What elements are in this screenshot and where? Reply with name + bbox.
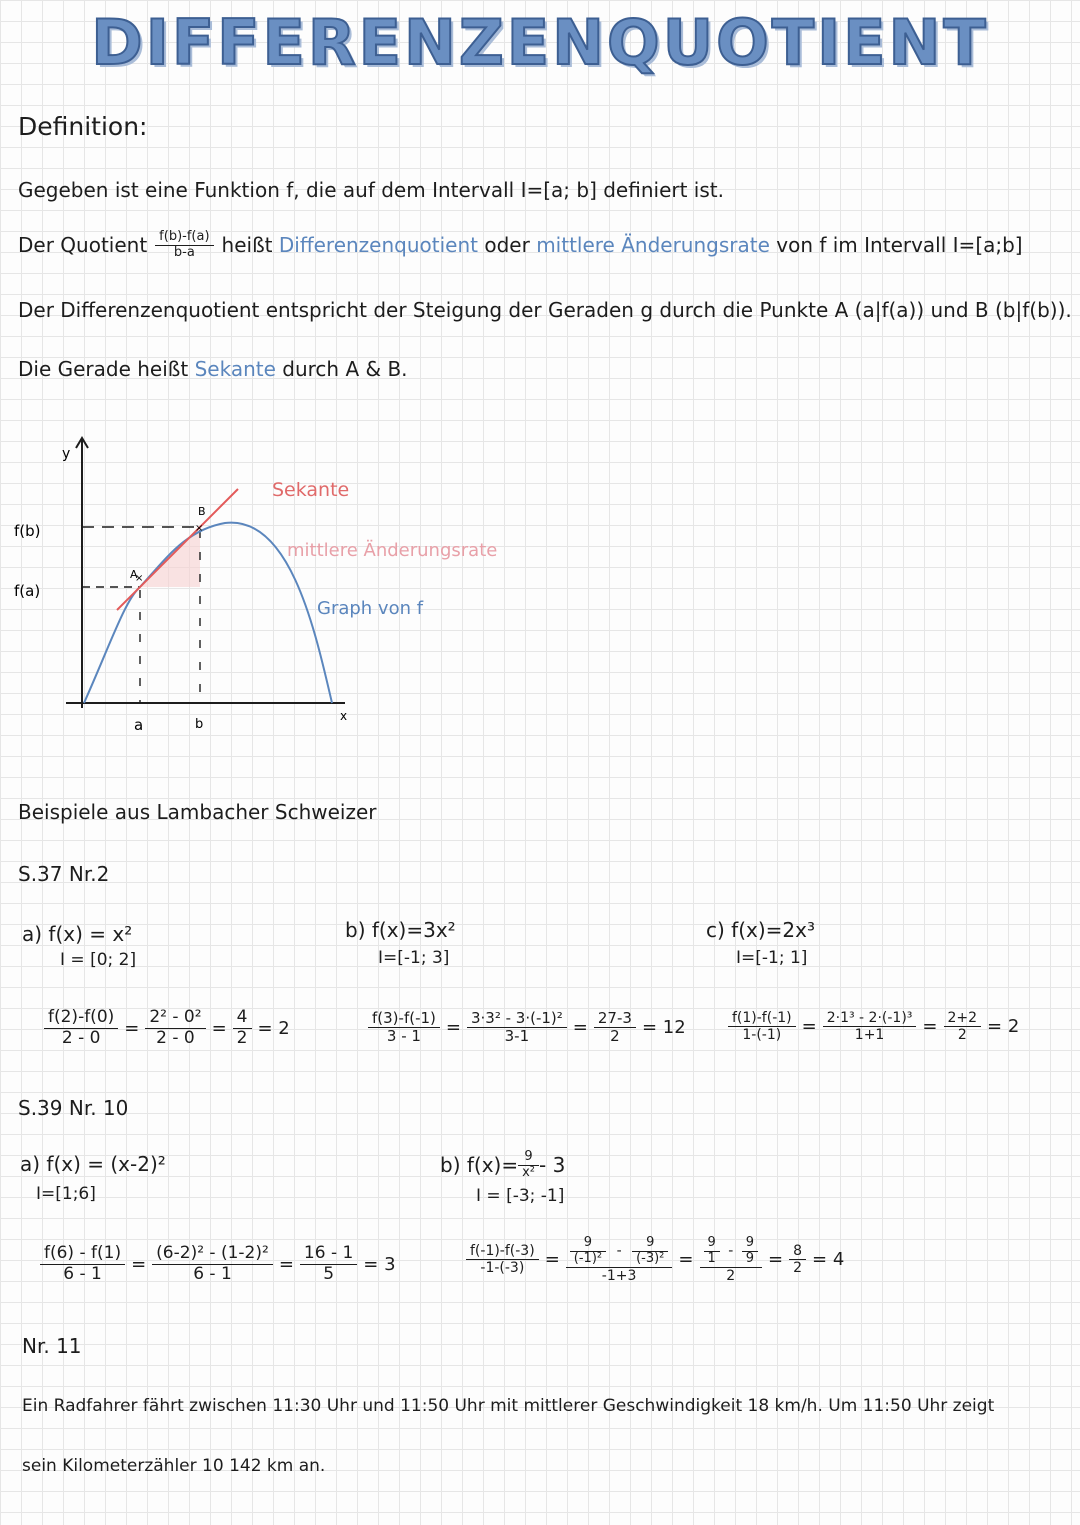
- definition-line-2: [18, 230, 1023, 261]
- point-a-cross: ×: [135, 573, 144, 584]
- example-e-result: = 4: [812, 1249, 845, 1271]
- quotient-suffix: von f im Intervall I=[a;b]: [776, 233, 1023, 258]
- point-b-cross: ×: [195, 523, 204, 534]
- term-sekante: Sekante: [194, 357, 276, 381]
- example-a-frac-3: $\frac{4}{2}$: [233, 1008, 252, 1048]
- example-c-calc: $\frac{f(1)-f(-1)}{1-(-1)}$ = $\frac{\text{2·1³ - 2·(-1)³}}{1+1}$ = $\frac{2+2}{2}$ = 2: [728, 1010, 1025, 1043]
- fraction-numerator: f(b)-f(a): [155, 230, 213, 246]
- fraction-denominator: b-a: [173, 244, 195, 260]
- example-d-calc: $\frac{f(6) - f(1)}{6 - 1}$ = $\frac{\text{(6-2)² - (1-2)²}}{6 - 1}$ = $\frac{16 - 1}{5}$ = 3: [40, 1244, 402, 1284]
- point-b-label: B: [198, 505, 206, 518]
- rate-caption: mittlere Änderungsrate: [287, 540, 498, 561]
- example-c-frac-2: $\frac{\text{2·1³ - 2·(-1)³}}{1+1}$: [823, 1010, 917, 1043]
- example-c-label: c) f(x)=2x³: [706, 918, 815, 942]
- example-b-calc: $\frac{f(3)-f(-1)}{3 - 1}$ = $\frac{\text{3·3² - 3·(-1)²}}{3-1}$ = $\frac{27-3}{2}$ = 12: [368, 1010, 692, 1046]
- example-b-label: b) f(x)=3x²: [345, 918, 456, 942]
- quotient-mid: heißt: [221, 233, 273, 258]
- example-a-calc: $\frac{f(2)-f(0)}{2 - 0}$ = $\frac{\text{2² - 0²}}{2 - 0}$ = $\frac{4}{2}$ = 2: [44, 1008, 296, 1048]
- definition-line-4: [18, 357, 408, 381]
- secant-suffix: durch A & B.: [282, 357, 408, 381]
- tick-b-label: b: [195, 717, 204, 732]
- examples-heading: Beispiele aus Lambacher Schweizer: [18, 800, 377, 824]
- example-a-interval: I = [0; 2]: [60, 950, 137, 970]
- example-b-interval: I=[-1; 3]: [378, 948, 450, 968]
- example-c-result: = 2: [987, 1016, 1020, 1038]
- secant-diagram: [0, 430, 520, 750]
- example-e-frac-1: $\frac{f(-1)-f(-3)}{-1-(-3)}$: [466, 1243, 539, 1276]
- example-d-frac-2: $\frac{\text{(6-2)² - (1-2)²}}{6 - 1}$: [152, 1244, 273, 1284]
- example-d-label: a) f(x) = (x-2)²: [20, 1152, 166, 1176]
- example-e-label: [440, 1150, 565, 1181]
- example-b-result: = 12: [641, 1017, 686, 1039]
- definition-line-1: Gegeben ist eine Funktion f, die auf dem Intervall I=[a; b] definiert ist.: [18, 178, 724, 202]
- quotient-or: oder: [484, 233, 530, 258]
- example-d-frac-3: $\frac{16 - 1}{5}$: [300, 1244, 357, 1284]
- example-e-frac-4: $\frac{8}{2}$: [789, 1243, 806, 1276]
- fa-label: f(a): [14, 582, 41, 600]
- difference-quotient-fraction: [155, 230, 213, 261]
- definition-line-3: Der Differenzenquotient entspricht der Steigung der Geraden g durch die Punkte A (a|f(a)) und B (b|f(b)).: [18, 298, 1072, 322]
- example-d-frac-1: $\frac{f(6) - f(1)}{6 - 1}$: [40, 1244, 125, 1284]
- example-e-frac-2: $\frac{9}{\text{(-1)²}}$ - $\frac{9}{\text{(-3)²}}$ -1+3: [566, 1236, 673, 1284]
- term-mittlere-aenderungsrate: mittlere Änderungsrate: [536, 233, 770, 258]
- example-e-label-suffix: - 3: [539, 1153, 566, 1178]
- example-d-result: = 3: [363, 1253, 396, 1275]
- example-e-frac-3: $\frac{9}{1}$ - $\frac{9}{9}$ 2: [700, 1236, 763, 1284]
- example-a-label: a) f(x) = x²: [22, 922, 133, 946]
- example-e-label-frac: $\frac{9}{\text{x²}}$: [518, 1150, 539, 1181]
- example-c-frac-3: $\frac{2+2}{2}$: [944, 1010, 982, 1043]
- secant-caption: Sekante: [272, 479, 350, 501]
- page-ref-1: S.37 Nr.2: [18, 862, 110, 886]
- fb-label: f(b): [14, 522, 41, 540]
- quotient-prefix: Der Quotient: [18, 233, 148, 258]
- example-e-label-prefix: b) f(x)=: [440, 1153, 519, 1178]
- nr11-text-line-2: sein Kilometerzähler 10 142 km an.: [22, 1456, 326, 1476]
- definition-heading: Definition:: [18, 112, 148, 141]
- page-ref-2: S.39 Nr. 10: [18, 1096, 129, 1120]
- example-c-interval: I=[-1; 1]: [736, 948, 808, 968]
- example-e-calc: $\frac{f(-1)-f(-3)}{-1-(-3)}$ = $\frac{9}{\text{(-1)²}}$ - $\frac{9}{\text{(-3)²}}$ -1+3 = $\frac{9}{1}$ - $\frac{9}{9}$ 2 = $\frac{8}{2}$ = 4: [466, 1236, 850, 1284]
- example-b-frac-1: $\frac{f(3)-f(-1)}{3 - 1}$: [368, 1010, 440, 1046]
- example-a-frac-2: $\frac{\text{2² - 0²}}{2 - 0}$: [145, 1008, 205, 1048]
- example-d-interval: I=[1;6]: [36, 1184, 96, 1204]
- example-e-interval: I = [-3; -1]: [476, 1186, 565, 1206]
- example-c-frac-1: $\frac{f(1)-f(-1)}{1-(-1)}$: [728, 1010, 796, 1043]
- x-axis-label: x: [340, 709, 348, 723]
- nr11-text-line-1: Ein Radfahrer fährt zwischen 11:30 Uhr und 11:50 Uhr mit mittlerer Geschwindigkeit 18 km/h. Um 11:50 Uhr zeigt: [22, 1396, 995, 1416]
- point-a-label: A: [130, 568, 138, 581]
- example-b-frac-3: $\frac{27-3}{2}$: [594, 1010, 636, 1046]
- term-differenzenquotient: Differenzenquotient: [278, 233, 478, 258]
- example-a-frac-1: $\frac{f(2)-f(0)}{2 - 0}$: [44, 1008, 118, 1048]
- nr11-heading: Nr. 11: [22, 1334, 82, 1358]
- example-b-frac-2: $\frac{\text{3·3² - 3·(-1)²}}{3-1}$: [467, 1010, 567, 1046]
- page-title: DIFFERENZENQUOTIENT: [91, 6, 989, 79]
- secant-prefix: Die Gerade heißt: [18, 357, 189, 381]
- secant-line: [117, 489, 238, 610]
- tick-a-label: a: [134, 716, 144, 734]
- graph-caption: Graph von f: [317, 598, 424, 619]
- example-a-result: = 2: [257, 1017, 290, 1039]
- y-axis-label: y: [62, 446, 71, 462]
